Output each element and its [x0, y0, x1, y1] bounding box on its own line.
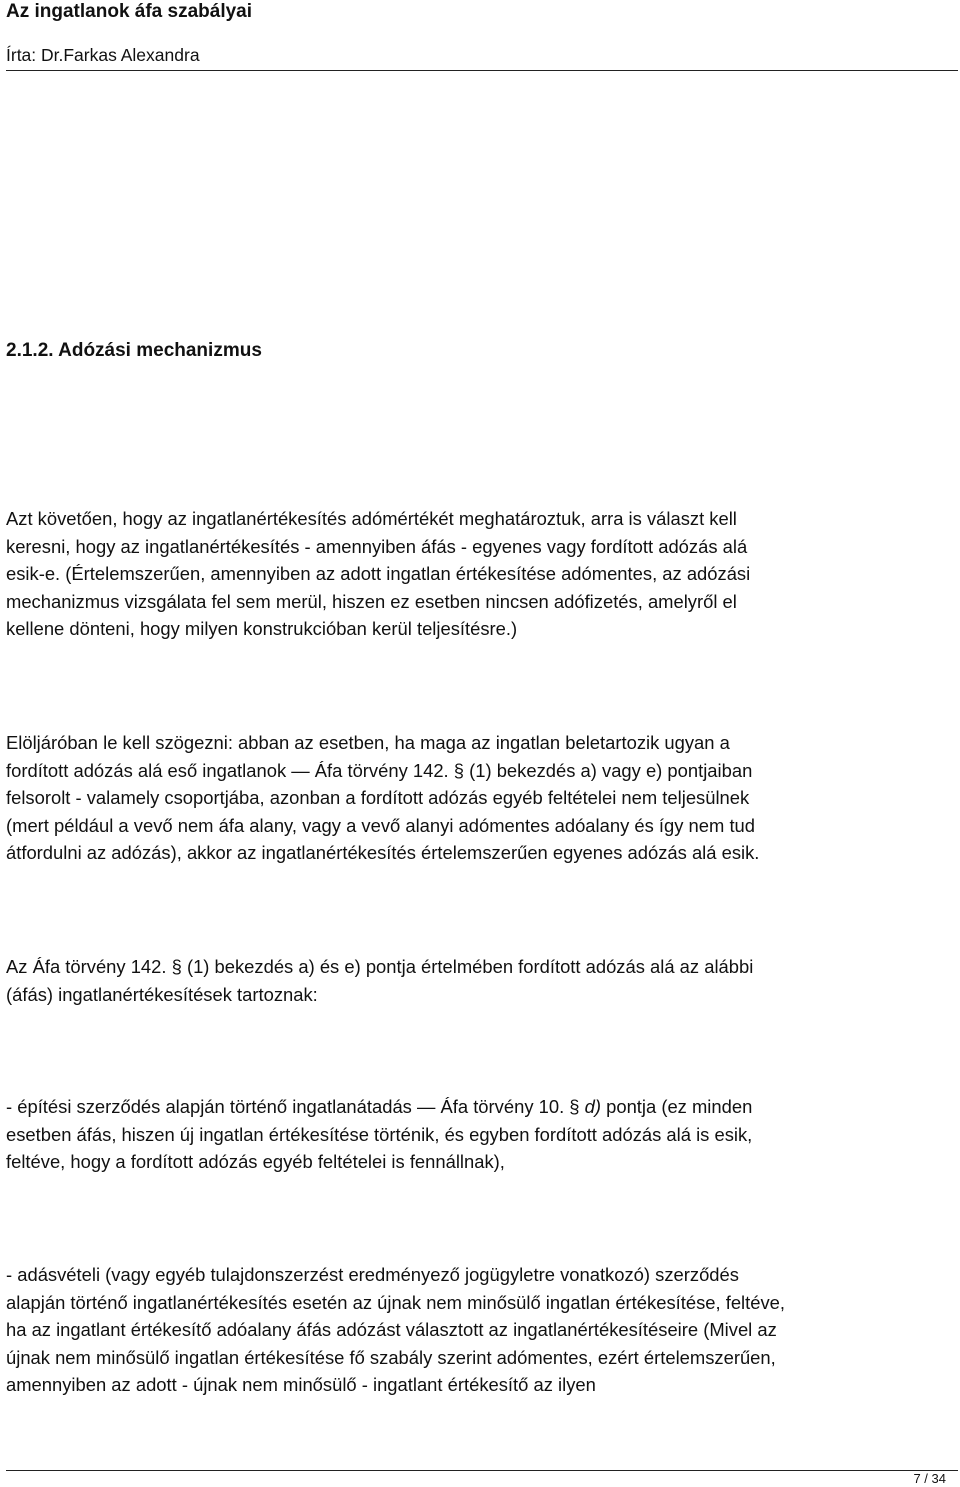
text-segment: - építési szerződés alapján történő ingatlanátadás ― Áfa törvény 10. §	[6, 1096, 585, 1117]
text-line: Az Áfa törvény 142. § (1) bekezdés a) és e) pontja értelmében fordított adózás alá az alábbi	[6, 956, 754, 977]
text-line: ha az ingatlant értékesítő adóalany áfás adózást választott az ingatlanértékesítéseire (Mivel az	[6, 1319, 777, 1341]
text-line: mechanizmus vizsgálata fel sem merül, hiszen ez esetben nincsen adófizetés, amelyről el	[6, 590, 737, 612]
paragraph-preliminary-note	[6, 729, 956, 867]
text-line: (áfás) ingatlanértékesítések tartoznak:	[6, 983, 318, 1005]
text-line: amennyiben az adott - újnak nem minősülő - ingatlant értékesítő az ilyen	[6, 1374, 596, 1396]
header-divider	[6, 70, 958, 71]
text-segment: pontja (ez minden	[601, 1096, 753, 1117]
paragraph-construction-contract-item	[6, 1093, 956, 1176]
paragraph-tax-mechanism-intro	[6, 505, 956, 643]
text-line: felsorolt - valamely csoportjába, azonban a fordított adózás egyéb feltételei nem teljesülnek	[6, 787, 750, 809]
text-line: keresni, hogy az ingatlanértékesítés - amennyiben áfás - egyenes vagy fordított adózás alá	[6, 535, 748, 557]
text-line: átfordulni az adózás), akkor az ingatlanértékesítés értelemszerűen egyenes adózás alá esik.	[6, 842, 760, 864]
paragraph-sales-contract-item	[6, 1261, 956, 1399]
text-line: alapján történő ingatlanértékesítés esetén az újnak nem minősülő ingatlan értékesítése, feltéve,	[6, 1291, 786, 1313]
text-line: esik-e. (Értelemszerűen, amennyiben az adott ingatlan értékesítése adómentes, az adózási	[6, 563, 751, 585]
document-author: Írta: Dr.Farkas Alexandra	[6, 45, 200, 65]
paragraph-reverse-charge-list-intro	[6, 953, 956, 1008]
text-line: - adásvételi (vagy egyéb tulajdonszerzést eredményező jogügyletre vonatkozó) szerződés	[6, 1264, 739, 1285]
text-line: kellene dönteni, hogy milyen konstrukcióban kerül teljesítésre.)	[6, 618, 518, 640]
section-heading: 2.1.2. Adózási mechanizmus	[6, 340, 262, 361]
text-line: fordított adózás alá eső ingatlanok ― Áfa törvény 142. § (1) bekezdés a) vagy e) pontjaiban	[6, 759, 753, 781]
text-line: (mert például a vevő nem áfa alany, vagy a vevő alanyi adómentes adóalany és így nem tud	[6, 814, 756, 836]
italic-point-reference: d)	[584, 1096, 601, 1117]
page-number: 7 / 34	[913, 1471, 946, 1486]
text-line: Azt követően, hogy az ingatlanértékesítés adómértékét meghatároztuk, arra is választ kell	[6, 508, 737, 529]
text-line: Elöljáróban le kell szögezni: abban az esetben, ha maga az ingatlan beletartozik ugyan a	[6, 732, 730, 753]
text-line: újnak nem minősülő ingatlan értékesítése fő szabály szerint adómentes, ezért értelemszerűen,	[6, 1346, 776, 1368]
text-line	[6, 1093, 956, 1121]
text-line: feltéve, hogy a fordított adózás egyéb feltételei is fennállnak),	[6, 1151, 505, 1173]
document-title: Az ingatlanok áfa szabályai	[6, 1, 253, 22]
text-line: esetben áfás, hiszen új ingatlan értékesítése történik, és egyben fordított adózás alá is esik,	[6, 1123, 753, 1145]
footer-divider	[6, 1470, 958, 1471]
